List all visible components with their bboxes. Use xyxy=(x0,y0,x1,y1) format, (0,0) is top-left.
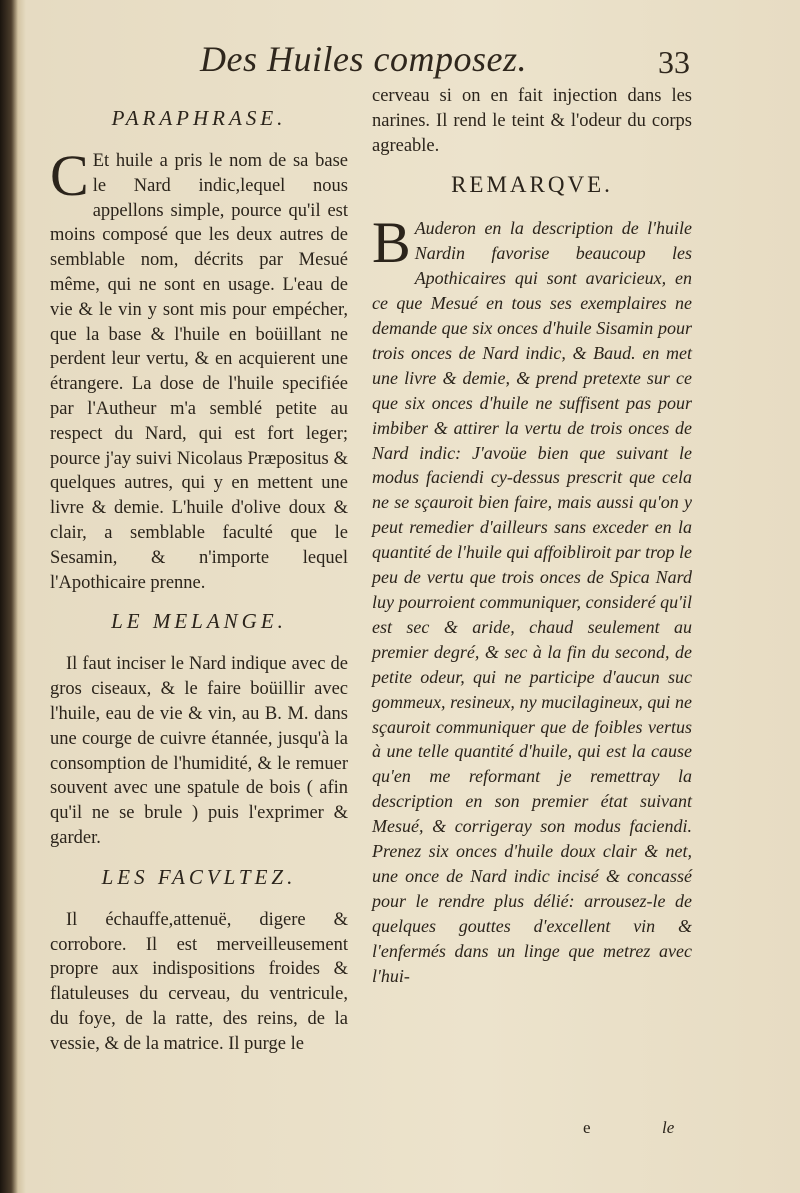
book-spine-shadow xyxy=(0,0,18,1193)
dropcap-c: C xyxy=(50,143,89,208)
remarque-body: Auderon en la description de l'huile Nardin favorise beaucoup les Apothicaires qui sont avaricieux, en ce que Mesué en tous ses exemplaires ne demande que six onces d'huile Sisamin pour trois onces de Nard indic, & Baud. en met une livre & demie, & prend pretexte sur ce que six onces d'huile ne suffisent pas pour imbiber & attirer la vertu de trois onces de Nard indic: J'avoüe bien que suivant le modus faciendi cy-dessus prescrit que cela ne se sçauroit bien faire, mais aussi qu'on y peut remedier d'ailleurs sans exceder en la quantité de l'huile qui affoibliroit par trop le peu de vertu que trois onces de Spica Nard luy pourroient communiquer, consideré qu'il est sec & aride, chaud seulement au premier degré, & sec à la fin du second, de petite odeur, qui ne participe d'aucun suc gommeux, resineux, ny mucilagineux, qui ne sçauroit communiquer que de foibles vertus à une telle quantité d'huile, qui est la cause qu'en me reformant je remettray la description en son premier état suivant Mesué, & corrigeray son modus faciendi. Prenez six onces d'huile doux clair & net, une once de Nard indic incisé & concassé pour le rendre plus délié: arrousez-le de quelques gouttes d'excellent vin & l'enfermés dans un linge que metrez avec l'hui- xyxy=(372,218,693,986)
dropcap-b: B xyxy=(372,210,411,276)
left-column xyxy=(50,92,348,1063)
melange-text: Il faut inciser le Nard indique avec de gros ciseaux, & le faire boüillir avec l'huile, eau de vie & vin, au B. M. dans une courge de cuivre étannée, jusqu'à la consomption de l'humidité, & le remuer souvent avec une spatule de bois ( afin qu'il ne se brule ) puis l'exprimer & garder. xyxy=(50,654,348,848)
paraphrase-heading: PARAPHRASE. xyxy=(111,106,287,130)
running-header: Des Huiles composez. xyxy=(200,39,527,79)
remarque-text xyxy=(372,210,693,988)
continuation-text: cerveau si on en fait injection dans les narines. Il rend le teint & l'odeur du corps agreable. xyxy=(372,86,692,156)
melange-heading: LE MELANGE. xyxy=(111,609,287,634)
paraphrase-text xyxy=(50,143,348,595)
facultez-heading: LES FACVLTEZ. xyxy=(101,864,297,889)
paraphrase-body: Et huile a pris le nom de sa base le Nard indic,lequel nous appellons simple, pource qu'il est moins composé que les deux autres de semblable nom, décrits par Mesué même, qui ne sont en usage. L'eau de vie & le vin y sont mis pour empécher, que la base & l'huile en boüillant ne perdent leur vertu, & en acquierent une étrangere. La dose de l'huile specifiée par l'Autheur m'a semblé petite au respect du Nard, qui est fort leger; pource j'ay suivi Nicolaus Præpositus & quelques autres, qui y en mettent une livre & demie. L'huile d'olive doux & clair, a semblable faculté que le Sesamin, & n'importe lequel l'Apothicaire prenne. xyxy=(50,151,348,593)
catchword: le xyxy=(662,1118,675,1137)
remarque-heading: REMARQVE. xyxy=(451,172,613,198)
facultez-text: Il échauffe,attenuë, digere & corrobore. Il est merveilleusement propre aux indispositions froides & flatuleuses du cerveau, du ventricule, du foye, de la ratte, des reins, de la vessie, & de la matrice. Il purge le xyxy=(50,909,348,1054)
signature-mark: e xyxy=(583,1118,591,1137)
page-number: 33 xyxy=(658,44,690,80)
right-column xyxy=(372,84,692,994)
